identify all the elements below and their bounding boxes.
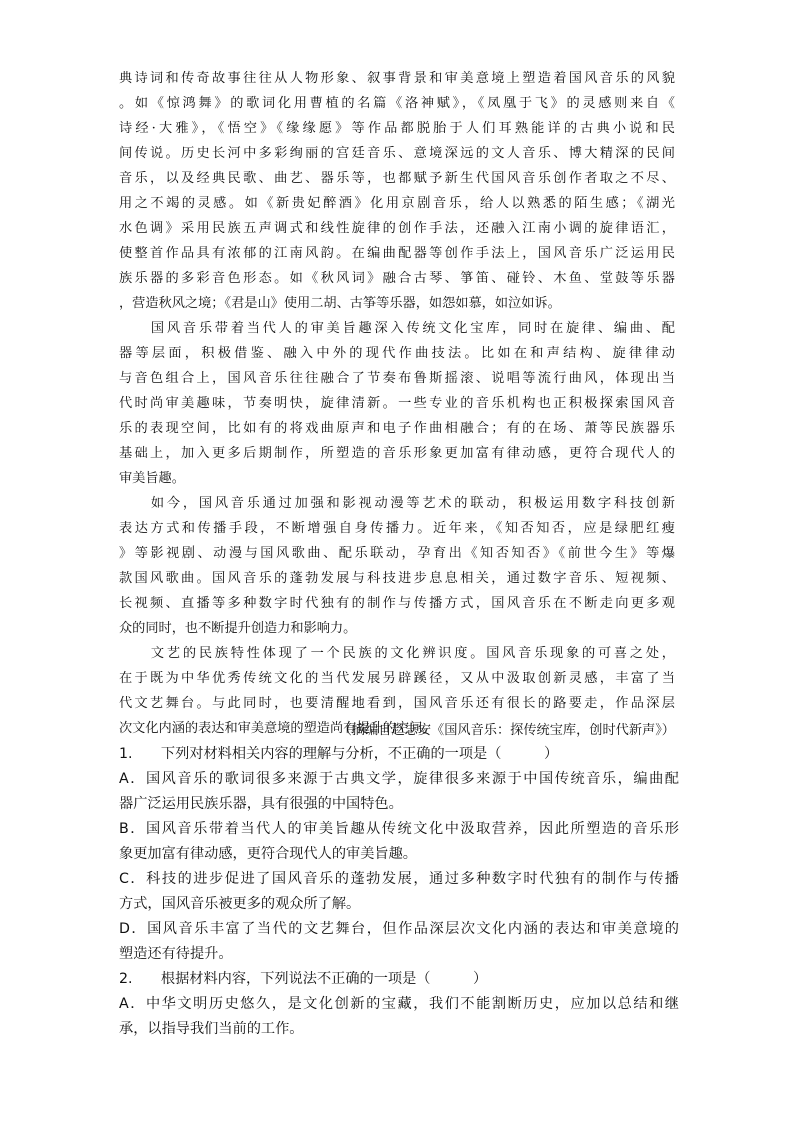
article-line: 长视频、直播等多种数字时代独有的制作与传播方式，国风音乐在不断走向更多观	[119, 596, 675, 611]
question-stem: 1. 下列对材料相关内容的理解与分析，不正确的一项是（ ）	[119, 746, 559, 762]
option-line: C．科技的进步促进了国风音乐的蓬勃发展，通过多种数字时代独有的制作与传播	[119, 871, 679, 887]
option-b	[119, 817, 679, 867]
article-line: 众的同时，也不断提升创造力和影响力。	[119, 621, 357, 636]
article-line: 诗经·大雅》，《悟空》《缘缘愿》等作品都脱胎于人们耳熟能详的古典小说和民	[119, 121, 675, 136]
article-line: 。如《惊鸿舞》的歌词化用曹植的名篇《洛神赋》，《凤凰于飞》的灵感则来自《	[119, 96, 675, 111]
option-line: 象更加富有律动感，更符合现代人的审美旨趣。	[119, 846, 417, 862]
article-line: 在于既为中华优秀传统文化的当代发展另辟蹊径，又从中汲取创新灵感，丰富了当	[119, 671, 675, 686]
article-line: 基础上，加入更多后期制作，所塑造的音乐形象更加富有律动感，更符合现代人的	[119, 446, 675, 461]
article-line: 族乐器的多彩音色形态。如《秋风词》融合古琴、箏笛、碰铃、木鱼、堂鼓等乐器	[119, 271, 675, 286]
option-line: 方式，国风音乐被更多的观众所了解。	[119, 896, 361, 912]
option-line: B．国风音乐带着当代人的审美旨趣从传统文化中汲取营养，因此所塑造的音乐形	[119, 821, 679, 837]
article-body	[119, 66, 675, 741]
article-line: 与音色组合上，国风音乐往往融合了节奏布鲁斯摇滚、说唱等流行曲风，体现出当	[119, 371, 675, 386]
option-a	[119, 992, 679, 1042]
option-line: 器广泛运用民族乐器，具有很强的中国特色。	[119, 796, 403, 812]
question-list	[119, 742, 679, 1042]
article-line: 国风音乐带着当代人的审美旨趣深入传统文化宝库，同时在旋律、编曲、配	[119, 321, 675, 336]
article-line: 使整首作品具有浓郁的江南风韵。在编曲配器等创作手法上，国风音乐广泛运用民	[119, 246, 675, 261]
article-line: 水色调》采用民族五声调式和线性旋律的创作手法，还融入江南小调的旋律语汇，	[119, 221, 675, 236]
article-line: 典诗词和传奇故事往往从人物形象、叙事背景和审美意境上塑造着国风音乐的风貌	[119, 71, 675, 86]
article-line: 音乐，以及经典民歌、曲艺、器乐等，也都赋予新生代国风音乐创作者取之不尽、	[119, 171, 675, 186]
option-line: A．国风音乐的歌词很多来源于古典文学，旋律很多来源于中国传统音乐，编曲配	[119, 771, 679, 787]
article-line: ，营造秋风之境；《君是山》使用二胡、古筝等乐器，如怨如慕，如泣如诉。	[119, 296, 561, 311]
option-c	[119, 867, 679, 917]
question-stem: 2. 根据材料内容，下列说法不正确的一项是（ ）	[119, 971, 488, 987]
option-d	[119, 917, 679, 967]
article-line: 间传说。历史长河中多彩绚丽的宫廷音乐、意境深远的文人音乐、博大精深的民间	[119, 146, 675, 161]
article-line: 用之不竭的灵感。如《新贵妃醉酒》化用京剧音乐，给人以熟悉的陌生感；《湖光	[119, 196, 675, 211]
article-line: 表达方式和传播手段，不断增强自身传播力。近年来，《知否知否，应是绿肥红瘦	[119, 521, 675, 536]
option-line: D．国风音乐丰富了当代的文艺舞台，但作品深层次文化内涵的表达和审美意境的	[119, 921, 679, 937]
article-line: 如今，国风音乐通过加强和影视动漫等艺术的联动，积极运用数字科技创新	[119, 496, 675, 511]
article-line: 文艺的民族特性体现了一个民族的文化辨识度。国风音乐现象的可喜之处，	[119, 646, 675, 661]
article-line: 次文化内涵的表达和审美意境的塑造尚有提升的空间。	[119, 721, 436, 736]
option-line: A．中华文明历史悠久，是文化创新的宝藏，我们不能割断历史，应加以总结和继	[119, 996, 679, 1012]
article-line: 款国风歌曲。国风音乐的蓬勃发展与科技进步息息相关，通过数字音乐、短视频、	[119, 571, 675, 586]
article-line: 代时尚审美趣味，节奏明快，旋律清新。一些专业的音乐机构也正积极探索国风音	[119, 396, 675, 411]
article-line: 乐的表现空间，比如有的将戏曲原声和电子作曲相融合；有的在场、萧等民族器乐	[119, 421, 675, 436]
article-line: 器等层面，积极借鉴、融入中外的现代作曲技法。比如在和声结构、旋律律动	[119, 346, 675, 361]
article-source: （摘编自赵志安《国风音乐：探传统宝库，创时代新声》）	[338, 723, 675, 738]
article-line: 审美旨趣。	[119, 471, 185, 486]
option-a	[119, 767, 679, 817]
article-line: 》等影视剧、动漫与国风歌曲、配乐联动，孕育出《知否知否》《前世今生》等爆	[119, 546, 675, 561]
article-line: 代文艺舞台。与此同时，也要清醒地看到，国风音乐还有很长的路要走，作品深层	[119, 696, 675, 711]
question-1	[119, 742, 679, 967]
option-line: 承，以指导我们当前的工作。	[119, 1021, 304, 1037]
option-line: 塑造还有待提升。	[119, 946, 233, 962]
question-2	[119, 967, 679, 1042]
